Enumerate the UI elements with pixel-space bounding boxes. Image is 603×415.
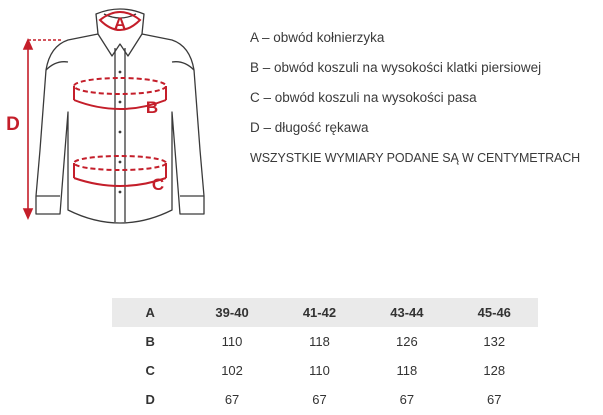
table-cell: 67 — [224, 392, 240, 407]
row-label: C — [145, 363, 155, 378]
collar-measure-marker — [100, 12, 140, 33]
table-cell: 67 — [399, 392, 415, 407]
table-cell: 118 — [309, 334, 330, 349]
label-c: C — [151, 175, 165, 194]
table-cell: 110 — [221, 334, 243, 349]
units-note: WSZYSTKIE WYMIARY PODANE SĄ W CENTYMETRACH — [250, 151, 581, 165]
measurement-legend — [250, 28, 580, 178]
label-d: D — [6, 114, 20, 135]
legend-item-a: A – obwód kołnierzyka — [250, 30, 385, 45]
shirt-buttons — [119, 71, 122, 194]
table-cell: 132 — [483, 334, 506, 349]
row-label: B — [145, 334, 155, 349]
table-cell: 67 — [487, 392, 502, 407]
size-table-header-cell: 43-44 — [363, 298, 450, 327]
size-table — [112, 298, 538, 414]
label-b: B — [145, 98, 159, 117]
legend-item-c: C – obwód koszuli na wysokości pasa — [250, 90, 477, 105]
size-table-header-label: A — [112, 298, 188, 327]
shirt-measurement-diagram — [0, 0, 232, 245]
table-cell: 67 — [312, 392, 327, 407]
chest-measure-marker — [74, 78, 166, 117]
table-row — [112, 327, 538, 356]
size-table-header-row — [112, 298, 538, 327]
table-row — [112, 385, 538, 414]
sleeve-length-marker — [24, 40, 62, 218]
table-cell: 118 — [396, 363, 418, 378]
legend-item-b: B – obwód koszuli na wysokości klatki piersiowej — [250, 60, 542, 75]
table-cell: 128 — [483, 363, 506, 378]
row-label: D — [145, 392, 155, 407]
table-cell: 110 — [309, 363, 330, 378]
size-table-header-cell: 39-40 — [188, 298, 275, 327]
table-row — [112, 356, 538, 385]
table-cell: 126 — [396, 334, 418, 349]
size-table-header-cell: 41-42 — [276, 298, 363, 327]
label-a: A — [113, 14, 127, 33]
legend-item-d: D – długość rękawa — [250, 120, 369, 135]
size-table-header-cell: 45-46 — [451, 298, 538, 327]
table-cell: 102 — [221, 363, 243, 378]
